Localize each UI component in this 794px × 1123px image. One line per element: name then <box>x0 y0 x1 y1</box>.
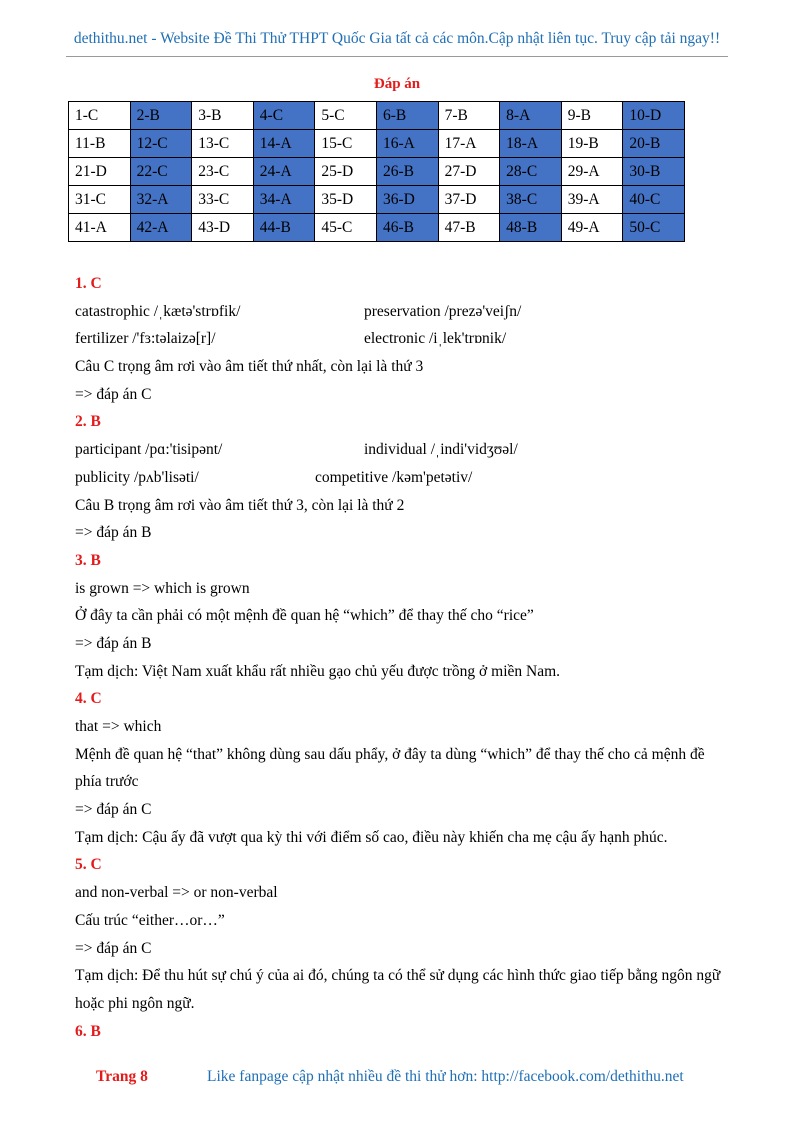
q3-explanation: Ở đây ta cần phải có một mệnh đề quan hệ “which” để thay thế cho “rice” <box>75 607 534 625</box>
q1-words-row-2 <box>75 325 735 353</box>
answer-cell: 43-D <box>192 214 254 242</box>
answer-cell: 2-B <box>130 102 192 130</box>
answer-row <box>69 158 685 186</box>
answer-cell: 26-B <box>376 158 438 186</box>
answer-cell: 13-C <box>192 130 254 158</box>
answer-cell: 30-B <box>623 158 685 186</box>
answer-cell: 24-A <box>253 158 315 186</box>
answer-cell: 34-A <box>253 186 315 214</box>
question-4-heading: 4. C <box>75 690 102 708</box>
answer-cell: 8-A <box>500 102 562 130</box>
q5-translation: Tạm dịch: Để thu hút sự chú ý của ai đó, chúng ta có thể sử dụng các hình thức giao tiếp bằng ngôn ngữ hoặc phi ngôn ngữ. <box>75 967 721 1012</box>
answer-cell: 15-C <box>315 130 377 158</box>
answer-cell: 31-C <box>69 186 131 214</box>
page-header: dethithu.net - Website Đề Thi Thử THPT Quốc Gia tất cả các môn.Cập nhật liên tục. Truy cập tải ngay!! <box>73 30 721 47</box>
q2-explanation: Câu B trọng âm rơi vào âm tiết thứ 3, còn lại là thứ 2 <box>75 496 405 514</box>
answer-row <box>69 130 685 158</box>
answer-cell: 40-C <box>623 186 685 214</box>
question-3-heading: 3. B <box>75 551 101 569</box>
answer-cell: 35-D <box>315 186 377 214</box>
answer-cell: 5-C <box>315 102 377 130</box>
answer-cell: 4-C <box>253 102 315 130</box>
answer-cell: 23-C <box>192 158 254 186</box>
q1-word-d: electronic /iˌlek'trɒnik/ <box>364 330 507 348</box>
answer-cell: 22-C <box>130 158 192 186</box>
answer-cell: 11-B <box>69 130 131 158</box>
q2-answer: => đáp án B <box>75 524 152 542</box>
question-6-heading: 6. B <box>75 1022 101 1040</box>
answer-cell: 14-A <box>253 130 315 158</box>
question-5-heading: 5. C <box>75 856 102 874</box>
question-2-heading: 2. B <box>75 413 101 431</box>
answer-cell: 33-C <box>192 186 254 214</box>
q2-words-row-1 <box>75 436 735 464</box>
fanpage-link[interactable]: Like fanpage cập nhật nhiều đề thi thử hơn: http://facebook.com/dethithu.net <box>207 1068 684 1085</box>
answer-cell: 39-A <box>561 186 623 214</box>
answer-cell: 46-B <box>376 214 438 242</box>
question-1-heading: 1. C <box>75 275 102 292</box>
q1-word-c: fertilizer /'fɜ:təlaizə[r]/ <box>75 330 216 348</box>
q5-correction: and non-verbal => or non-verbal <box>75 884 278 902</box>
answer-cell: 7-B <box>438 102 500 130</box>
answer-cell: 12-C <box>130 130 192 158</box>
answer-row <box>69 214 685 242</box>
q3-answer: => đáp án B <box>75 634 152 652</box>
q1-word-b: preservation /prezə'veiʃn/ <box>364 302 522 320</box>
answer-cell: 17-A <box>438 130 500 158</box>
answer-cell: 3-B <box>192 102 254 130</box>
answer-cell: 27-D <box>438 158 500 186</box>
answer-cell: 16-A <box>376 130 438 158</box>
q1-words-row-1 <box>75 298 735 326</box>
q1-explanation: Câu C trọng âm rơi vào âm tiết thứ nhất, còn lại là thứ 3 <box>75 358 424 376</box>
answer-cell: 50-C <box>623 214 685 242</box>
answer-cell: 10-D <box>623 102 685 130</box>
answer-cell: 28-C <box>500 158 562 186</box>
page-number: Trang 8 <box>96 1068 148 1085</box>
answer-cell: 19-B <box>561 130 623 158</box>
q4-translation: Tạm dịch: Cậu ấy đã vượt qua kỳ thi với điểm số cao, điều này khiến cha mẹ cậu ấy hạnh phúc. <box>75 828 668 846</box>
answer-key-title: Đáp án <box>373 76 421 92</box>
answer-cell: 25-D <box>315 158 377 186</box>
q5-explanation: Cấu trúc “either…or…” <box>75 911 225 929</box>
answer-cell: 21-D <box>69 158 131 186</box>
q2-words-row-2 <box>75 464 735 492</box>
q2-word-a: participant /pɑ:'tisipənt/ <box>75 441 223 459</box>
answer-cell: 18-A <box>500 130 562 158</box>
q5-answer: => đáp án C <box>75 939 152 957</box>
answer-cell: 6-B <box>376 102 438 130</box>
answer-row <box>69 102 685 130</box>
q3-translation: Tạm dịch: Việt Nam xuất khẩu rất nhiều gạo chủ yếu được trồng ở miền Nam. <box>75 662 561 680</box>
answer-cell: 29-A <box>561 158 623 186</box>
answer-cell: 44-B <box>253 214 315 242</box>
q4-answer: => đáp án C <box>75 801 152 819</box>
answer-row <box>69 186 685 214</box>
q1-word-a: catastrophic /ˌkætə'strɒfik/ <box>75 302 241 320</box>
q2-word-d: competitive /kəm'petətiv/ <box>315 468 473 486</box>
q4-explanation: Mệnh đề quan hệ “that” không dùng sau dấu phẩy, ở đây ta dùng “which” để thay thế cho cả mệnh đề phía trước <box>75 745 705 791</box>
q1-answer: => đáp án C <box>75 385 152 403</box>
answer-cell: 41-A <box>69 214 131 242</box>
answer-cell: 38-C <box>500 186 562 214</box>
answer-cell: 45-C <box>315 214 377 242</box>
q3-correction: is grown => which is grown <box>75 579 250 597</box>
answer-cell: 47-B <box>438 214 500 242</box>
answer-cell: 42-A <box>130 214 192 242</box>
answer-cell: 9-B <box>561 102 623 130</box>
explanations <box>75 270 735 1045</box>
answer-cell: 36-D <box>376 186 438 214</box>
answer-cell: 37-D <box>438 186 500 214</box>
q2-word-b: individual /ˌindi'vidʒʊəl/ <box>364 441 518 459</box>
q4-correction: that => which <box>75 718 162 735</box>
q2-word-c: publicity /pʌb'lisəti/ <box>75 468 199 486</box>
answer-key-table <box>68 101 685 242</box>
answer-cell: 20-B <box>623 130 685 158</box>
answer-cell: 49-A <box>561 214 623 242</box>
answer-cell: 1-C <box>69 102 131 130</box>
answer-cell: 32-A <box>130 186 192 214</box>
answer-cell: 48-B <box>500 214 562 242</box>
header-divider <box>66 56 728 57</box>
